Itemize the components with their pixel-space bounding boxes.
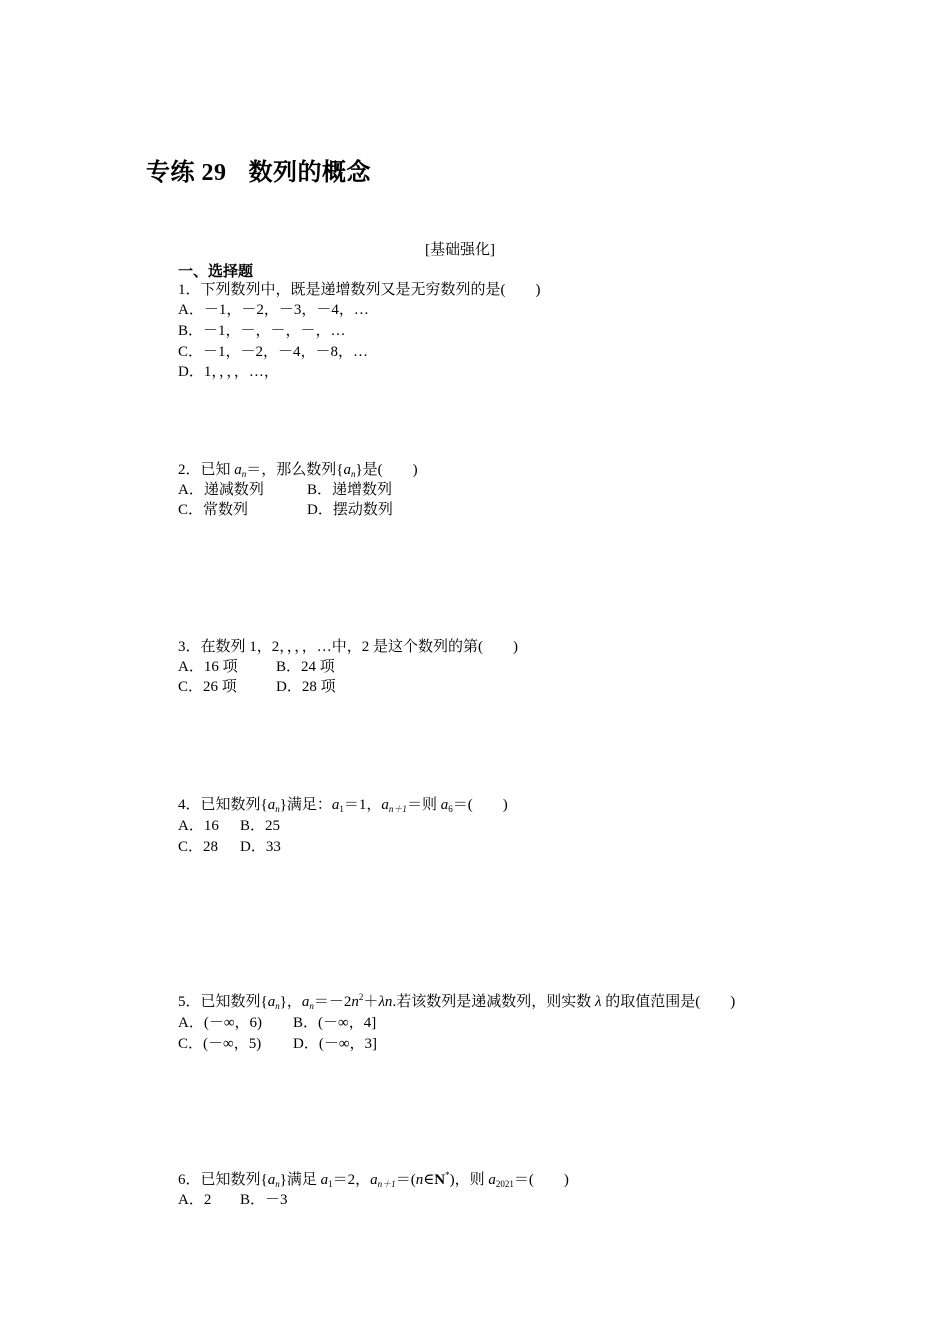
title-main: 数列的概念 xyxy=(248,160,371,186)
title-prefix: 专练 29 xyxy=(146,160,227,186)
q2-option-a: A．递减数列 xyxy=(178,482,264,498)
q2-option-b: B．递增数列 xyxy=(307,482,393,498)
q6-option-a: A．2 xyxy=(178,1192,212,1208)
q4-option-d: D．33 xyxy=(240,839,281,855)
q1-option-d: D．1，，，，…， xyxy=(178,364,279,380)
q2-option-d: D．摆动数列 xyxy=(307,502,393,518)
q2-options-row1 xyxy=(178,480,392,500)
q3-option-a: A．16 项 xyxy=(178,659,238,675)
q4-option-b: B．25 xyxy=(240,818,281,834)
q2-options-row2 xyxy=(178,500,393,520)
q5-option-a: A．(－∞，6) xyxy=(178,1015,263,1031)
q1-option-c: C．－1，－2，－4，－8，… xyxy=(178,344,369,360)
q3-options-row2 xyxy=(178,677,336,697)
q3-option-c: C．26 项 xyxy=(178,679,237,695)
q4-options-row1 xyxy=(178,816,280,836)
q1-stem: 1．下列数列中，既是递增数列又是无穷数列的是( ) xyxy=(178,282,541,298)
section-label: 一、选择题 xyxy=(178,264,254,280)
q4-option-c: C．28 xyxy=(178,839,219,855)
q3-option-b: B．24 项 xyxy=(276,659,335,675)
q2-stem: 2．已知 $a_n=$，那么数列$\{a_n\}$是( ) xyxy=(178,462,418,479)
q3-option-d: D．28 项 xyxy=(276,679,336,695)
section-subheading: [基础强化] xyxy=(425,242,495,258)
q4-stem: 4．已知数列$\{a_n\}$满足：$a_1=1$，$a_{n+1}=$则 $a_6=$( ) xyxy=(178,797,508,814)
q4-options-row2 xyxy=(178,837,281,857)
q6-options-row1 xyxy=(178,1190,288,1210)
q5-stem: 5．已知数列$\{a_n\}$，$a_n=-2n^2+\lambda n$.若该数列是递减数列，则实数 λ 的取值范围是( ) xyxy=(178,992,736,1011)
q1-option-b: B．－1，－，－，－，… xyxy=(178,323,346,339)
q5-option-d: D．(－∞，3] xyxy=(293,1036,378,1052)
q4-option-a: A．16 xyxy=(178,818,219,834)
q6-stem: 6．已知数列$\{a_n\}$满足 $a_1=2$，$a_{n+1}=(n\in N^*)$，则 $a_{2021}=$( ) xyxy=(178,1170,569,1189)
q5-options-row2 xyxy=(178,1034,377,1054)
q5-options-row1 xyxy=(178,1013,376,1033)
q5-option-b: B．(－∞，4] xyxy=(293,1015,377,1031)
q1-option-a: A．－1，－2，－3，－4，… xyxy=(178,302,369,318)
q3-stem: 3．在数列 1，2，，，，…中，2 是这个数列的第( ) xyxy=(178,639,518,655)
q6-option-b: B．－3 xyxy=(240,1192,288,1208)
q3-options-row1 xyxy=(178,657,335,677)
q5-option-c: C．(－∞，5) xyxy=(178,1036,262,1052)
q2-option-c: C．常数列 xyxy=(178,502,249,518)
page-title xyxy=(146,152,371,187)
